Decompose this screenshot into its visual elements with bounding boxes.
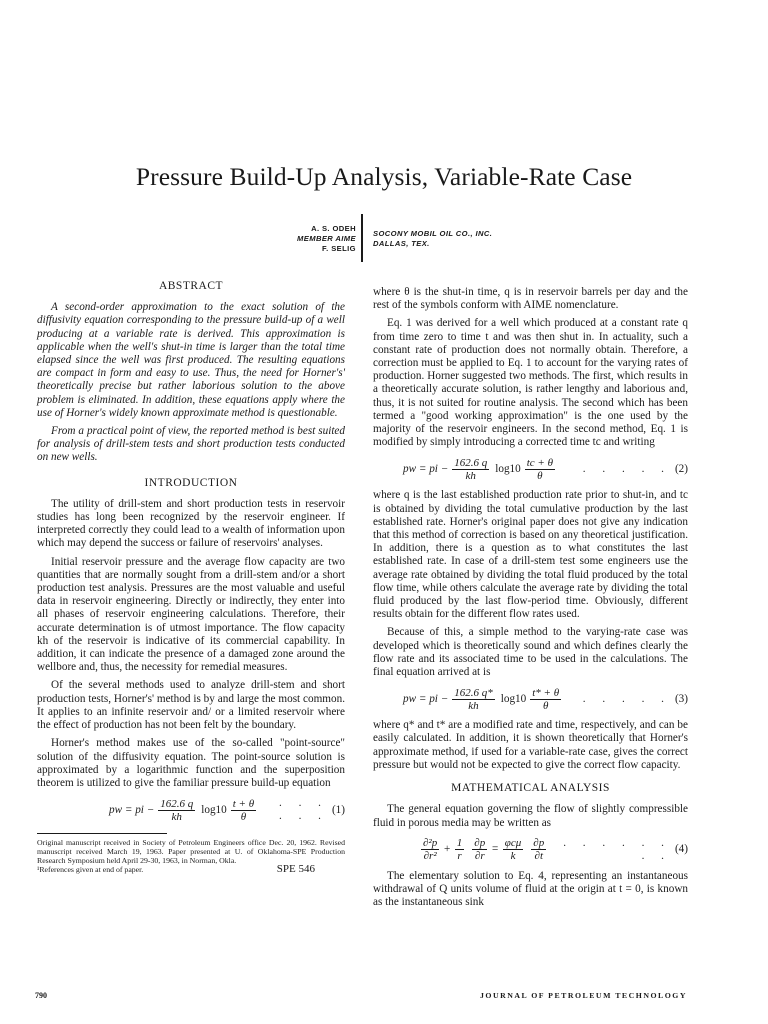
equation-lhs: pw = pi − <box>403 462 449 475</box>
equation-fraction <box>472 837 487 862</box>
numerator: ∂p <box>474 837 486 850</box>
footnote-references: ¹References given at end of paper. <box>37 865 144 875</box>
footnote-divider <box>37 833 167 834</box>
numerator: t + θ <box>232 797 255 810</box>
denominator: ∂r <box>474 850 485 863</box>
body-paragraph: where θ is the shut-in time, q is in reservoir barrels per day and the rest of the symbols conform with AIME nomenclature. <box>373 286 688 312</box>
author-membership: MEMBER AIME <box>297 234 356 243</box>
body-paragraph: where q* and t* are a modified rate and time, respectively, and can be easily calculated. In addition, it is shown theoretically that Horner's approximate method, if used for a variable-rate case, gives the correct pressure but would not be expected to give the correct flow capacity. <box>373 719 688 771</box>
equation-fraction <box>530 687 561 712</box>
numerator: t* + θ <box>532 686 560 699</box>
equation-3 <box>373 684 688 714</box>
numerator: 162.6 q <box>454 456 488 469</box>
paper-title: Pressure Build-Up Analysis, Variable-Rate Case <box>135 162 633 191</box>
author-name: A. S. ODEH <box>311 224 356 233</box>
abstract-section <box>37 280 345 465</box>
denominator: ∂t <box>534 850 544 863</box>
equation-2 <box>373 454 688 484</box>
footnote-manuscript: Original manuscript received in Society of Petroleum Engineers office Dec. 20, 1962. Revised manuscript received March 19, 1963. Paper presented at U. of Oklahoma-SPE Production Research Symposium held April 29-30, 1963, in Norman, Okla. <box>37 838 345 866</box>
denominator: r <box>457 850 462 863</box>
affiliation-location: DALLAS, TEX. <box>373 239 430 248</box>
footnotes <box>37 838 345 874</box>
equation-fraction <box>452 687 495 712</box>
abstract-heading: ABSTRACT <box>158 280 224 292</box>
body-paragraph: Initial reservoir pressure and the average flow capacity are two quantities that are normally sought from a drill-stem and/or a short production test analysis. Pressures are the most valuable and useful data in reservoir engineering. Directly or indirectly, they enter into all phases of reservoir engineering calculations. Therefore, their accurate determination is of utmost importance. The flow capacity kh of the reservoir is indicative of its commercial capability. In addition, it can indicate the presence of a damaged zone around the wellbore and, thus, the necessity for remedial measures. <box>37 555 345 674</box>
operator: + <box>443 843 451 856</box>
leader-dots: . . . . . <box>582 462 671 475</box>
equation-lhs: pw = pi − <box>403 692 449 705</box>
numerator: ∂p <box>533 837 545 850</box>
spe-number: SPE 546 <box>276 863 315 876</box>
affiliation-block <box>373 229 673 249</box>
page-number: 790 <box>35 991 47 1000</box>
equation-number: (3) <box>674 692 688 705</box>
numerator: φcμ <box>504 837 522 850</box>
leader-dots: . . . . . . <box>278 796 328 823</box>
equation-number: (4) <box>674 843 688 856</box>
leader-dots: . . . . . <box>582 692 671 705</box>
equation-fraction <box>231 798 256 823</box>
equation-fraction <box>452 457 489 482</box>
section-heading: MATHEMATICAL ANALYSIS <box>451 782 610 795</box>
body-paragraph: Horner's method makes use of the so-called "point-source" solution of the diffusivity equation. The point-source solution is approximated by a logarithmic function and the superposition theorem is utilized to give the familiar pressure build-up equation <box>37 737 345 789</box>
numerator: tc + θ <box>526 456 553 469</box>
denominator: kh <box>171 810 182 823</box>
author-name: F. SELIG <box>321 244 356 253</box>
equation-fraction <box>421 837 439 862</box>
body-paragraph: The elementary solution to Eq. 4, representing an instantaneous withdrawal of Q units volume of fluid at the origin at t = 0, is known as the instantaneous sink <box>373 869 688 909</box>
log-operator: log10 <box>500 692 527 705</box>
equation-4 <box>373 835 688 865</box>
equation-number: (2) <box>674 462 688 475</box>
leader-dots: . . . . . . . . <box>563 836 671 862</box>
abstract-paragraph: From a practical point of view, the reported method is best suited for analysis of drill-stem tests and short production tests conducted on new wells. <box>37 425 345 464</box>
author-block <box>200 224 356 254</box>
introduction-heading: INTRODUCTION <box>144 476 238 489</box>
equation-fraction <box>455 837 465 862</box>
numerator: 162.6 q* <box>454 686 493 699</box>
log-operator: log10 <box>495 462 521 475</box>
journal-name: JOURNAL OF PETROLEUM TECHNOLOGY <box>479 991 687 1000</box>
denominator: kh <box>465 469 476 482</box>
body-paragraph: The general equation governing the flow of slightly compressible fluid in porous media may be written as <box>373 803 688 829</box>
equation-lhs: pw = pi − <box>109 803 155 816</box>
log-operator: log10 <box>201 803 227 816</box>
abstract-paragraph: A second-order approximation to the exact solution of the diffusivity equation corresponding to the pressure build-up of a well producing at a variable rate is derived. This approximation is applicable when the well's shut-in time is larger than the total time elapsed since the well was first produced. The resulting equations are compact in form and easy to use. Thus, the need for Horner's' theoretically precise but rather laborious solution to the above problem is eliminated. In addition, these equations apply where the use of Horner's widely known approximate method is questionable. <box>37 301 345 419</box>
denominator: θ <box>537 469 543 482</box>
body-paragraph: The utility of drill-stem and short production tests in reservoir studies has long been recognized by the reservoir engineer. If interpreted correctly they could lead to a wealth of information upon which may depend the success or failure of reservoirs' analyses. <box>37 497 345 550</box>
denominator: ∂r² <box>423 850 437 863</box>
right-column <box>373 286 688 914</box>
equation-fraction <box>525 457 555 482</box>
body-paragraph: where q is the last established production rate prior to shut-in, and tc is obtained by dividing the total cumulative production by the last established rate. Horner's original paper does not give any indication that this method of correction is based on any theoretical justification. In addition, there is a question as to what constitutes the last established rate. In case of a drill-stem test some engineers use the average rate obtained by dividing the total fluid produced by the total flow time, while others calculate the average rate by dividing the total fluid produced by the last flow-period time. Obviously, different results obtain for the different flow rates used. <box>373 489 688 621</box>
numerator: 1 <box>456 837 463 850</box>
affiliation-divider <box>361 214 363 262</box>
numerator: 162.6 q <box>160 797 194 810</box>
equation-number: (1) <box>331 803 345 816</box>
body-paragraph: Because of this, a simple method to the varying-rate case was developed which is theoretically sound and which defines clearly the flow rate and its associated time to be used in the calculations. The final equation arrived at is <box>373 626 688 679</box>
denominator: kh <box>468 699 479 712</box>
denominator: θ <box>240 810 247 823</box>
numerator: ∂²p <box>423 837 438 850</box>
equation-fraction <box>531 837 546 862</box>
denominator: θ <box>542 699 549 712</box>
affiliation-company: SOCONY MOBIL OIL CO., INC. <box>373 229 493 238</box>
equation-fraction <box>503 837 524 862</box>
operator: = <box>491 843 499 856</box>
equation-1 <box>37 795 345 825</box>
left-column <box>37 280 345 874</box>
body-paragraph: Eq. 1 was derived for a well which produced at a constant rate q from time zero to time t and was then shut in. In actuality, such a constant rate of production does not normally obtain. Therefore, a correction must be applied to Eq. 1 to account for the varying rates of production. Horner suggested two methods. The first, which results in a theoretically accurate solution, is rather lengthy and laborious and, thus, it is not suited for routine analysis. The second which has been termed a "good working approximation" is the one used by the majority of the reservoir engineers. In the second method, Eq. 1 is modified by simply introducing a corrected time tc and writing <box>373 317 688 449</box>
denominator: k <box>510 850 516 863</box>
body-paragraph: Of the several methods used to analyze drill-stem and short production tests, Horner's' method is by and large the most common. It applies to an infinite reservoir and/ or a limited reservoir where the effect of production has not been felt by the boundary. <box>37 679 345 732</box>
equation-fraction <box>158 798 195 823</box>
